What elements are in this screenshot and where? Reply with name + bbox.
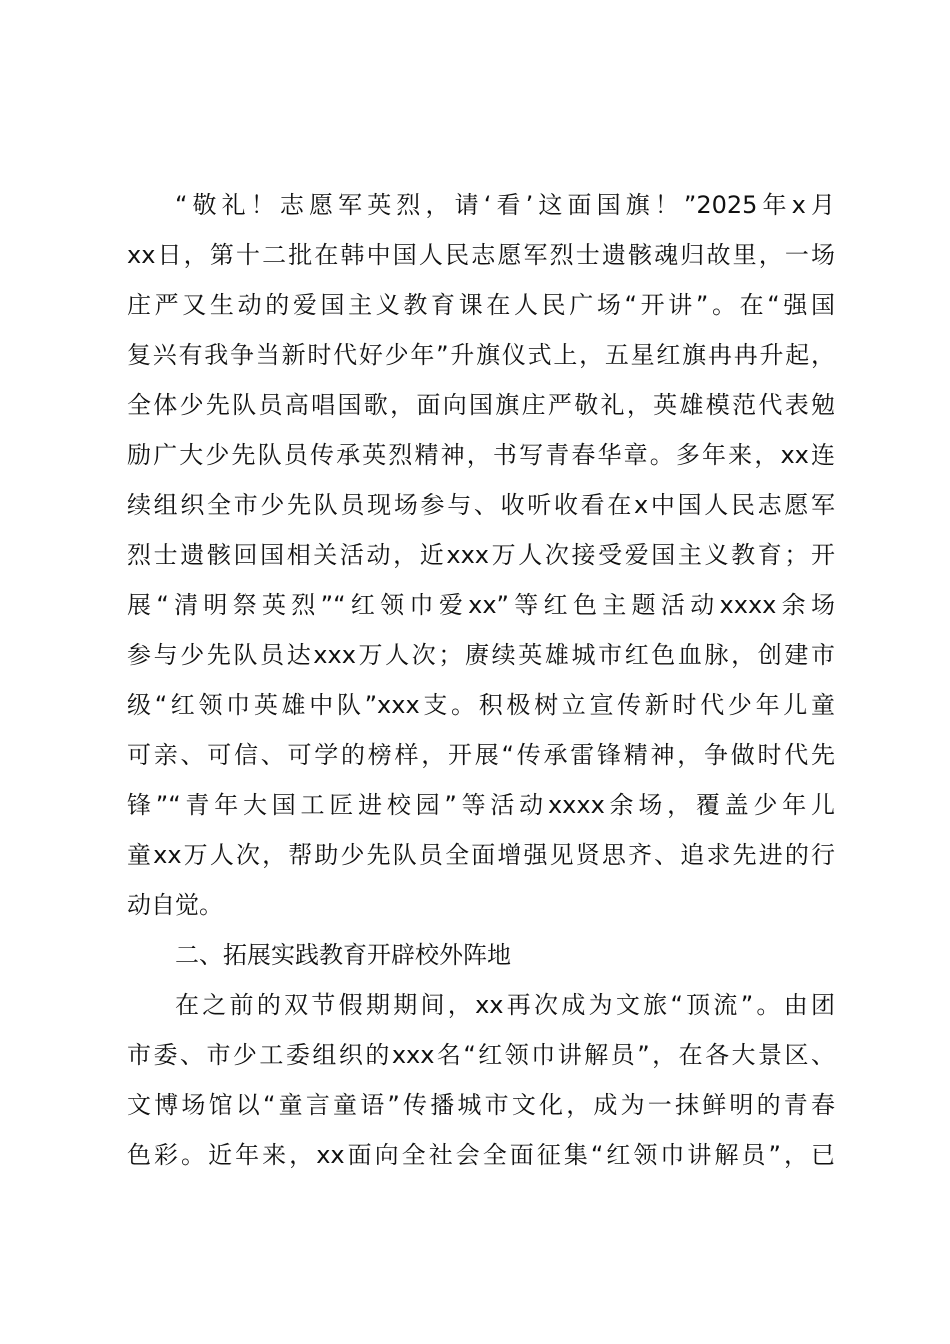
paragraph-2 <box>127 980 835 1180</box>
text-line: xx日，第十二批在韩中国人民志愿军烈士遗骸魂归故里，一场 <box>127 241 835 269</box>
text-line: 在之前的双节假期期间，xx再次成为文旅“顶流”。由团 <box>175 991 835 1019</box>
text-line: 市委、市少工委组织的xxx名“红领巾讲解员”，在各大景区、 <box>127 1041 835 1069</box>
text-line: 励广大少先队员传承英烈精神，书写青春华章。多年来，xx连 <box>127 441 835 469</box>
paragraph-1 <box>127 180 835 930</box>
text-line: 续组织全市少先队员现场参与、收听收看在x中国人民志愿军 <box>127 491 835 519</box>
text-line: 参与少先队员达xxx万人次；赓续英雄城市红色血脉，创建市 <box>127 641 835 669</box>
text-line: “敬礼！志愿军英烈，请‘看’这面国旗！”2025年x月 <box>175 191 835 219</box>
text-line: 级“红领巾英雄中队”xxx支。积极树立宣传新时代少年儿童 <box>127 691 835 719</box>
document-body <box>127 180 835 1180</box>
text-line: 展“清明祭英烈”“红领巾爱xx”等红色主题活动xxxx余场 <box>127 591 835 619</box>
text-line: 动自觉。 <box>127 891 223 919</box>
text-line: 烈士遗骸回国相关活动，近xxx万人次接受爱国主义教育；开 <box>127 541 835 569</box>
text-line: 童xx万人次，帮助少先队员全面增强见贤思齐、追求先进的行 <box>127 841 835 869</box>
text-line: 复兴有我争当新时代好少年”升旗仪式上，五星红旗冉冉升起， <box>127 341 835 369</box>
section-heading: 二、拓展实践教育开辟校外阵地 <box>175 941 511 969</box>
text-line: 色彩。近年来，xx面向全社会全面征集“红领巾讲解员”，已 <box>127 1141 835 1169</box>
text-line: 全体少先队员高唱国歌，面向国旗庄严敬礼，英雄模范代表勉 <box>127 391 835 419</box>
text-line: 文博场馆以“童言童语”传播城市文化，成为一抹鲜明的青春 <box>127 1091 835 1119</box>
text-line: 庄严又生动的爱国主义教育课在人民广场“开讲”。在“强国 <box>127 291 835 319</box>
text-line: 可亲、可信、可学的榜样，开展“传承雷锋精神，争做时代先 <box>127 741 835 769</box>
text-line: 锋”“青年大国工匠进校园”等活动xxxx余场，覆盖少年儿 <box>127 791 835 819</box>
